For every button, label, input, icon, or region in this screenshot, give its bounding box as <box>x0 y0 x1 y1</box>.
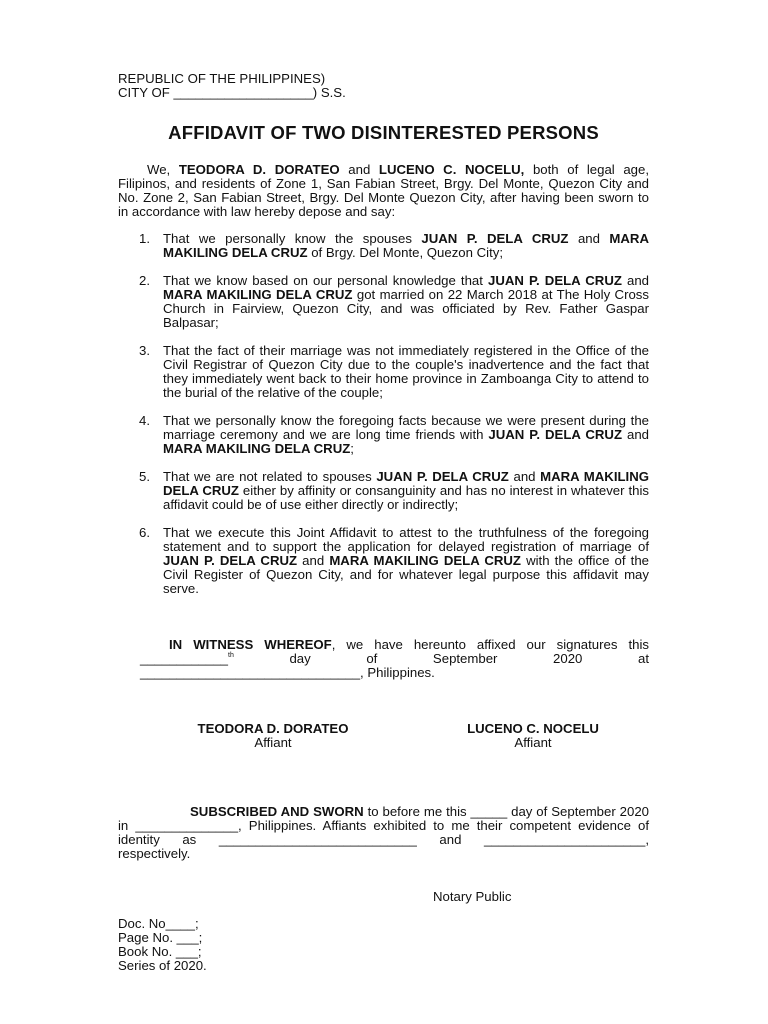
spouse-name: JUAN P. DELA CRUZ <box>376 469 509 484</box>
series-year: Series of 2020. <box>118 958 207 973</box>
spouse-name: MARA MAKILING DELA CRUZ <box>163 231 649 260</box>
intro-text: We, <box>147 162 179 177</box>
item-text: That the fact of their marriage was not immediately registered in the Office of the Civil Registrar of Quezon City due to the couple's inadvertence and the fact that they immediately went back to their home province in Zamboanga City to attend to the burial of the relative of the couple; <box>163 343 649 400</box>
item-number: 4. <box>139 413 150 428</box>
affiant-name: LUCENO C. NOCELU, <box>378 162 525 177</box>
list-item <box>118 414 649 456</box>
list-item <box>118 344 649 400</box>
affidavit-page <box>118 71 649 973</box>
intro-text: both of legal age, Filipinos, and residents of Zone 1, San Fabian Street, Brgy. Del Monte, Quezon City and No. Zone 2, San Fabian Street, Brgy. Del Monte Quezon City, after having been sworn to in accordance with law hereby depose and say: <box>118 162 649 219</box>
item-text: with the office of the Civil Register of Quezon City, and for whatever legal purpose this affidavit may serve. <box>163 553 649 596</box>
spouse-name: MARA MAKILING DELA CRUZ <box>163 469 649 498</box>
item-number: 6. <box>139 525 150 540</box>
signature-block <box>183 722 363 750</box>
witness-text: day of September 2020 at <box>233 651 649 666</box>
jurat-text: to before me this _____ day of September 2020 in ______________, Philippines. Affiants exhibited to me their competent evidence of identity as ___________________________ and ______________________, respectively. <box>118 804 649 861</box>
item-text: of Brgy. Del Monte, Quezon City; <box>307 245 504 260</box>
spouse-name: MARA MAKILING DELA CRUZ <box>163 441 351 456</box>
affiant-name: TEODORA D. DORATEO <box>178 162 340 177</box>
ordinal-suffix: th <box>228 652 234 659</box>
book-number: Book No. ___; <box>118 944 202 959</box>
item-number: 5. <box>139 469 150 484</box>
witness-clause <box>140 638 649 680</box>
signature-block <box>443 722 623 750</box>
page-number: Page No. ___; <box>118 930 203 945</box>
jurat-heading: SUBSCRIBED AND SWORN <box>190 804 364 819</box>
notarial-register <box>118 917 207 973</box>
list-item <box>118 232 649 260</box>
doc-number: Doc. No____; <box>118 916 199 931</box>
list-item <box>118 470 649 512</box>
jurat-paragraph <box>118 805 649 861</box>
item-text: and <box>508 469 541 484</box>
city-line: CITY OF ___________________) S.S. <box>118 85 346 100</box>
republic-line: REPUBLIC OF THE PHILIPPINES) <box>118 71 326 86</box>
list-item <box>118 274 649 330</box>
item-text: and <box>622 427 649 442</box>
spouse-name: JUAN P. DELA CRUZ <box>421 231 569 246</box>
list-item <box>118 526 649 596</box>
spouse-name: JUAN P. DELA CRUZ <box>163 553 298 568</box>
intro-text: and <box>339 162 379 177</box>
item-text: That we execute this Joint Affidavit to attest to the truthfulness of the foregoing statement and to support the application for delayed registration of marriage of <box>163 525 649 554</box>
item-text: and <box>568 231 610 246</box>
intro-paragraph <box>118 163 649 219</box>
signatory-role: Affiant <box>254 735 292 750</box>
spouse-name: JUAN P. DELA CRUZ <box>487 273 622 288</box>
item-text: either by affinity or consanguinity and has no interest in whatever this affidavit could be of use either directly or indirectly; <box>163 483 649 512</box>
venue-header <box>118 72 649 100</box>
item-number: 1. <box>139 231 150 246</box>
signatory-role: Affiant <box>514 735 552 750</box>
witness-text: , we have hereunto affixed our signatures this <box>331 637 649 652</box>
witness-line <box>140 638 649 652</box>
witness-heading: IN WITNESS WHEREOF <box>169 637 332 652</box>
item-text: That we personally know the spouses <box>163 231 422 246</box>
spouse-name: JUAN P. DELA CRUZ <box>488 427 623 442</box>
signatory-name: LUCENO C. NOCELU <box>467 721 599 736</box>
item-number: 2. <box>139 273 150 288</box>
item-text: and <box>621 273 649 288</box>
spouse-name: MARA MAKILING DELA CRUZ <box>329 553 521 568</box>
notary-label: Notary Public <box>433 889 512 904</box>
place-line: ______________________________, Philippines. <box>140 665 435 680</box>
date-blank: ____________ <box>140 651 229 666</box>
item-text: That we know based on our personal knowledge that <box>163 273 488 288</box>
item-text: got married on 22 March 2018 at The Holy Cross Church in Fairview, Quezon City, and was officiated by Rev. Father Gaspar Balpasar; <box>163 287 649 330</box>
witness-line <box>140 652 649 666</box>
spouse-name: MARA MAKILING DELA CRUZ <box>163 287 353 302</box>
item-text: ; <box>350 441 354 456</box>
item-number: 3. <box>139 343 150 358</box>
deposition-list <box>118 232 649 610</box>
item-text: That we are not related to spouses <box>163 469 377 484</box>
item-text: That we personally know the foregoing facts because we were present during the marriage ceremony and we are long time friends with <box>163 413 649 442</box>
document-title: AFFIDAVIT OF TWO DISINTERESTED PERSONS <box>168 122 599 143</box>
signatory-name: TEODORA D. DORATEO <box>197 721 349 736</box>
item-text: and <box>297 553 330 568</box>
